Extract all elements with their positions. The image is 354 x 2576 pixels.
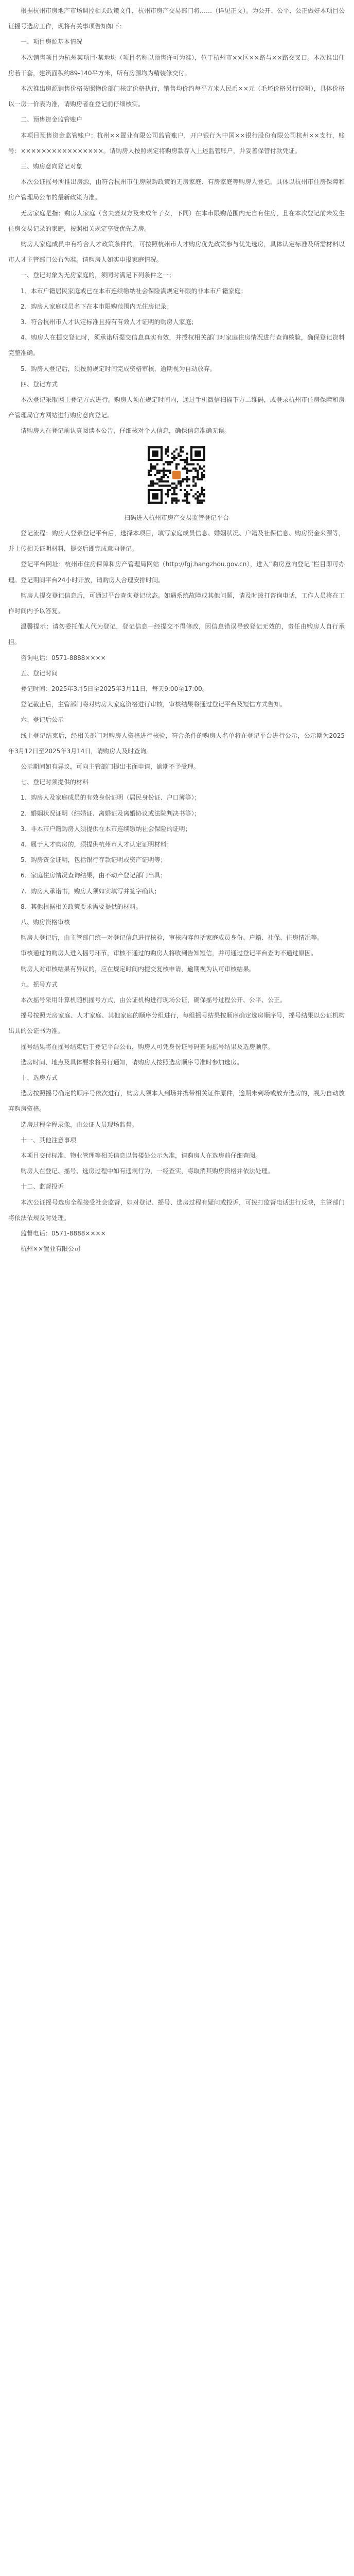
- section-paragraph: 1、本市户籍居民家庭或已在本市连续缴纳社会保险满规定年限的非本市户籍家庭；: [21, 287, 247, 295]
- section-paragraph: 5、购房资金证明，包括银行存款证明或资产证明等；: [21, 856, 167, 864]
- section-paragraph: 购房人家庭成员中有符合人才政策条件的，可按照杭州市人才购房优先政策参与优先选房，具体认定标准及所需材料以市人才主管部门公布为准。请购房人如实申报家庭情况。: [8, 241, 345, 264]
- section-paragraph: 4、属于人才购房的，须提供杭州市人才认定证明材料；: [21, 840, 173, 848]
- section-heading: 十一、其他注意事项: [21, 1136, 77, 1144]
- sections-part-1: [8, 34, 345, 438]
- section-heading: 二、预售资金监管账户: [21, 116, 83, 124]
- section-paragraph: 6、家庭住房情况查询结果，由不动产登记部门出具；: [21, 872, 167, 879]
- section-paragraph: 2、婚姻状况证明（结婚证、离婚证及离婚协议或法院判决书等）；: [21, 809, 201, 817]
- section-paragraph: 请购房人在登记前认真阅读本公告，仔细核对个人信息，确保信息准确无误。: [21, 427, 231, 435]
- qr-caption: 扫码进入杭州市房产交易监管登记平台: [123, 514, 229, 521]
- section-paragraph: 本次摇号采用计算机随机摇号方式，由公证机构进行现场公证，确保摇号过程公开、公平、公正。: [21, 996, 287, 1004]
- section-paragraph: 线上登记结束后，经相关部门对购房人资格进行核验，符合条件的购房人名单将在登记平台进行公示，公示期为2025年3月12日至2025年3月14日，请购房人及时查询。: [8, 732, 345, 755]
- section-heading: 九、摇号方式: [21, 980, 58, 988]
- document: [8, 3, 345, 1257]
- section-paragraph: 5、购房人登记后，须按照规定时间完成资格审核，逾期视为自动放弃。: [21, 365, 216, 372]
- section-heading: 十、选房方式: [21, 1074, 58, 1081]
- section-heading: 三、购房意向登记对象: [21, 163, 83, 171]
- section-paragraph: 购房人在登记、摇号、选房过程中如有违规行为，一经查实，将取消其购房资格并依法处理。: [21, 1167, 274, 1175]
- section-paragraph: 登记流程：购房人登录登记平台后，选择本项目，填写家庭成员信息、婚姻状况、户籍及社保信息、购房资金来源等，并上传相关证明材料，提交后即完成意向登记。: [8, 529, 345, 553]
- section-paragraph: 购房人登记后，由主管部门统一对登记信息进行核验，审核内容包括家庭成员身份、户籍、社保、住房情况等。: [21, 934, 324, 942]
- section-paragraph: 审核通过的购房人进入摇号环节，审核不通过的购房人将收到告知短信，并可通过登记平台查询不通过原因。: [21, 950, 317, 957]
- sections-part-2: [8, 526, 345, 774]
- section-paragraph: 购房人对审核结果有异议的，应在规定时间内提交复核申请，逾期视为认可审核结果。: [21, 965, 256, 973]
- section-paragraph: 选房时间、地点及具体要求将另行通知，请购房人按照选房顺序号准时参加选房。: [21, 1058, 243, 1066]
- section-paragraph: 3、非本市户籍购房人须提供在本市连续缴纳社会保险的证明；: [21, 825, 191, 833]
- section-heading: 六、登记后公示: [21, 716, 64, 724]
- section-paragraph: 本次推出房源销售价格按照物价部门核定价格执行，销售均价约每平方米人民币××元（毛坯价格另行说明），具体价格以一房一价表为准，请购房者在登记前仔细核实。: [8, 85, 345, 108]
- signature: 杭州××置业有限公司: [21, 1245, 81, 1253]
- section-paragraph: 本次销售项目为杭州某项目·某地块（项目名称以预售许可为准），位于杭州市××区××路与××路交叉口。本次推出住房若干套，建筑面积约89-140平方米，所有房源均为精装修交付。: [8, 54, 345, 77]
- section-paragraph: 咨询电话：0571-8888××××: [21, 654, 106, 662]
- section-paragraph: 登记平台网址：杭州市住房保障和房产管理局网站（http://fgj.hangzhou.gov.cn），进入“购房意向登记”栏目即可办理。登记期间平台24小时开放，请购房人合理安排时间。: [8, 561, 345, 584]
- qr-code-image: [146, 444, 207, 506]
- section-paragraph: 7、购房人承诺书，购房人须如实填写并签字确认；: [21, 887, 161, 895]
- section-paragraph: 本项目交付标准、物业管理等相关信息以售楼处公示为准，请购房人在选房前仔细查阅。: [21, 1152, 262, 1160]
- qr-code[interactable]: [146, 444, 207, 506]
- section-paragraph: 登记截止后，主管部门将对购房人家庭资格进行审核，审核结果将通过登记平台及短信方式告知。: [21, 701, 287, 708]
- section-heading: 四、登记方式: [21, 380, 58, 388]
- section-paragraph: 本次公证摇号选房全程接受社会监督，如对登记、摇号、选房过程有疑问或投诉，可拨打监督电话进行反映，主管部门将依法依规及时处理。: [8, 1198, 345, 1222]
- section-paragraph: 本次登记采取网上登记方式进行。购房人须在规定时间内，通过手机微信扫描下方二维码，或登录杭州市住房保障和房产管理局官方网站进行购房意向登记。: [8, 396, 345, 419]
- section-paragraph: 摇号按照无房家庭、人才家庭、其他家庭的顺序分组进行，每组摇号结果按顺序确定选房顺序号，摇号结果以公证机构出具的公证书为准。: [8, 1012, 345, 1035]
- section-paragraph: 公示期间如有异议，可向主管部门提出书面申请，逾期不予受理。: [21, 762, 200, 770]
- section-paragraph: 2、购房人家庭成员名下在本市限购范围内无住房记录；: [21, 302, 173, 310]
- section-paragraph: 购房人提交登记信息后，可通过平台查询登记状态。如遇系统故障或其他问题，请及时拨打咨询电话，工作人员将在工作时间内予以答复。: [8, 591, 345, 615]
- section-heading: 七、登记时须提供的材料: [21, 778, 89, 786]
- closing-telephone: 监督电话：0571-8888××××: [21, 1230, 106, 1238]
- section-paragraph: 选房按照摇号确定的顺序号依次进行，购房人须本人到场并携带相关证件原件，逾期未到场或放弃选房的，视为自动放弃购房资格。: [8, 1090, 345, 1113]
- section-paragraph: 无房家庭是指：购房人家庭（含夫妻双方及未成年子女，下同）在本市限购范围内无自有住房，且在本次登记前未发生住房交易记录的家庭，按照相关规定享受优先选房。: [8, 209, 345, 232]
- section-paragraph: 一、登记对象为无房家庭的，须同时满足下列条件之一；: [21, 272, 175, 279]
- section-paragraph: 3、符合杭州市人才认定标准且持有有效人才证明的购房人家庭；: [21, 318, 198, 326]
- section-paragraph: 4、购房人在提交登记时，须承诺所提交信息真实有效，并授权相关部门对家庭住房情况进行查询核验，确保登记资料完整准确。: [8, 334, 345, 357]
- sections-part-3: [8, 774, 345, 1226]
- section-heading: 五、登记时间: [21, 669, 58, 677]
- section-paragraph: 选房过程全程录像，由公证人员现场监督。: [21, 1121, 138, 1128]
- section-paragraph: 温馨提示：请勿委托他人代为登记，登记信息一经提交不得修改，因信息错误导致登记无效的，责任由购房人自行承担。: [8, 623, 345, 646]
- section-paragraph: 本项目预售资金监管账户：杭州××置业有限公司监管账户，开户银行为中国××银行股份有限公司杭州××支行，账号：××××××××××××××××。请购房人按照规定将购房款存入上述监管账户，并妥善保管付款凭证。: [8, 131, 345, 155]
- section-heading: 八、购房资格审核: [21, 918, 70, 926]
- section-paragraph: 登记时间：2025年3月5日至2025年3月11日，每天9:00至17:00。: [21, 685, 208, 692]
- intro-paragraph: 根据杭州市房地产市场调控相关政策文件，杭州市房产交易部门将……（详见正文）。为公开、公平、公正做好本项目公证摇号选房工作，现将有关事项告知如下：: [8, 7, 345, 30]
- section-paragraph: 8、其他根据相关政策要求需要提供的材料。: [21, 903, 142, 910]
- section-paragraph: 1、购房人及家庭成员的有效身份证明（居民身份证、户口簿等）；: [21, 794, 201, 802]
- section-heading: 十二、监督投诉: [21, 1183, 64, 1191]
- section-paragraph: 本次公证摇号所推出房源，由符合杭州市住房限购政策的无房家庭、有房家庭等购房人登记，具体以杭州市住房保障和房产管理局公布的最新政策为准。: [8, 178, 345, 201]
- section-heading: 一、项目房源基本情况: [21, 38, 83, 46]
- section-paragraph: 摇号结果将在摇号结束后于登记平台公布，购房人可凭身份证号码查询摇号结果及选房顺序。: [21, 1043, 274, 1050]
